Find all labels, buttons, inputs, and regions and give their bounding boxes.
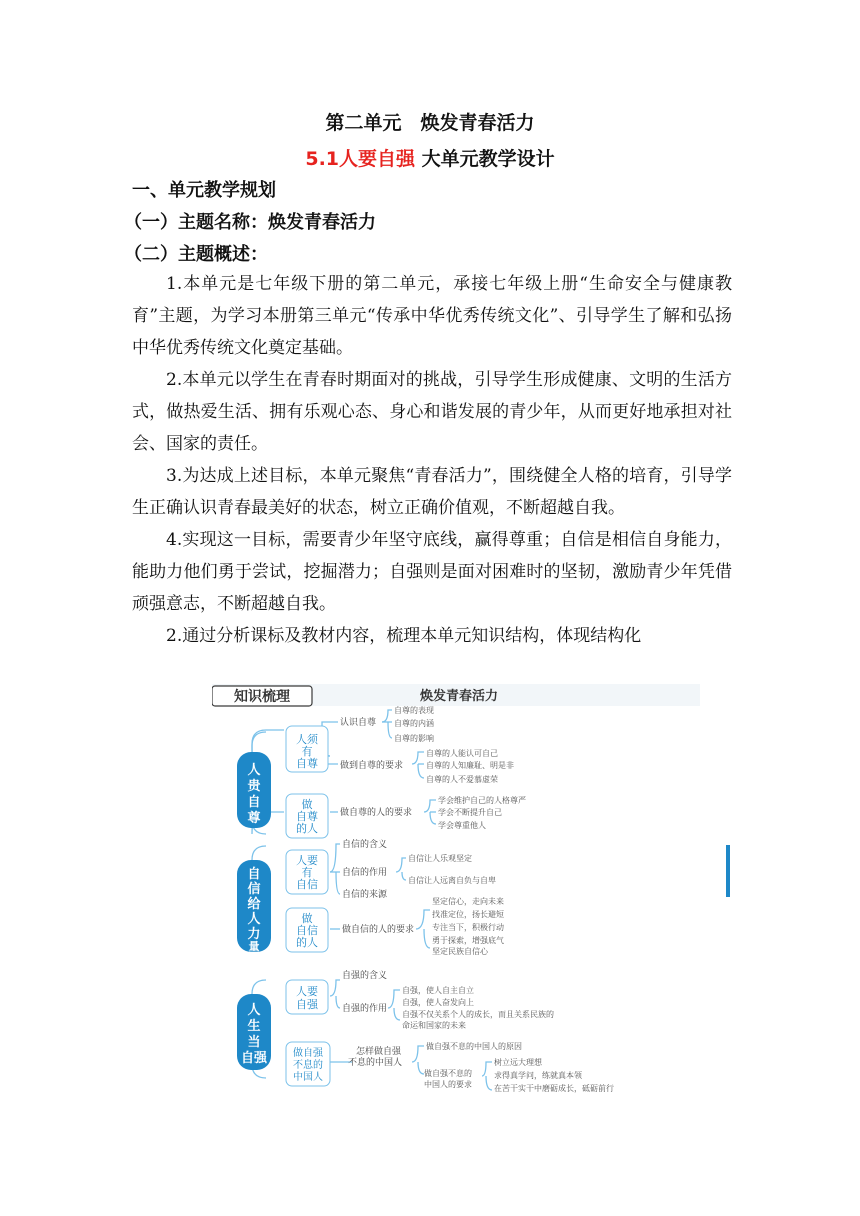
lesson-title-number: 5.1人要自强 xyxy=(305,148,416,170)
group1-b1-l2: 有 xyxy=(301,745,313,758)
group3-b2-l3: 中国人 xyxy=(293,1072,323,1083)
heading-theme-name: （一）主题名称：焕发青春活力 xyxy=(124,212,376,233)
heading-unit-plan: 一、单元教学规划 xyxy=(132,180,276,201)
group2-main-c5: 力 xyxy=(247,927,261,942)
group3-main-c4: 自强 xyxy=(240,1051,268,1066)
group3-b2-s2: 做自强不息的 xyxy=(424,1069,472,1078)
group2-b1-s2: 自信的作用 xyxy=(342,868,388,878)
group1-main-c4: 尊 xyxy=(247,811,261,826)
group2-b1-s1: 自信的含义 xyxy=(342,840,388,850)
unit-title: 第二单元 焕发青春活力 xyxy=(325,112,535,134)
g2-b2-s1-item-1: 找准定位，扬长避短 xyxy=(432,910,504,919)
group2-b2-l2: 自信 xyxy=(296,924,318,937)
group3-main-c2: 生 xyxy=(247,1019,261,1034)
overview-paragraphs xyxy=(132,268,732,652)
g1-b1-s1-item-0: 自尊的表现 xyxy=(394,706,434,715)
g3-b1-s2-item-3: 命运和国家的未来 xyxy=(402,1021,466,1030)
group2-b1-l2: 有 xyxy=(301,866,313,879)
g1-b2-s1-item-0: 学会维护自己的人格尊严 xyxy=(438,796,526,805)
paragraph-1: 1.本单元是七年级下册的第二单元，承接七年级上册“生命安全与健康教育”主题，为学习本册第三单元“传承中华优秀传统文化”、引导学生了解和弘扬中华优秀传统文化奠定基础。 xyxy=(132,274,732,358)
group3-b2-s1: 怎样做自强 xyxy=(356,1047,402,1057)
group1-b2-l1: 做 xyxy=(301,798,313,811)
paragraph-5: 2.通过分析课标及教材内容，梳理本单元知识结构，体现结构化 xyxy=(166,626,642,646)
group2-b1-s3: 自信的来源 xyxy=(342,890,388,900)
group1-b1-l3: 自尊 xyxy=(296,757,318,770)
g1-b1-s1-item-2: 自尊的影响 xyxy=(394,734,434,743)
group1-main-c2: 贵 xyxy=(247,779,261,794)
group1-main-c3: 自 xyxy=(247,795,261,810)
g1-b1-s2-item-1: 自尊的人知廉耻、明是非 xyxy=(426,761,514,770)
g1-b2-s1-item-2: 学会尊重他人 xyxy=(438,821,486,830)
group3-b2-l1: 做自强 xyxy=(293,1048,323,1059)
group1-b2-l2: 自尊 xyxy=(296,810,318,823)
group2-main-c3: 给 xyxy=(247,897,261,912)
mindmap-side-accent xyxy=(726,845,730,897)
group3-b2-s2b: 中国人的要求 xyxy=(424,1080,472,1089)
mindmap-tag: 知识梳理 xyxy=(234,689,290,705)
g3-b2-s1-item-0: 做自强不息的中国人的原因 xyxy=(426,1042,522,1051)
knowledge-mindmap xyxy=(212,684,730,1094)
g3-b1-s2-item-0: 自强，使人自主自立 xyxy=(402,986,474,995)
group2-b2-l1: 做 xyxy=(301,912,313,925)
group1-b1-s1: 认识自尊 xyxy=(340,718,377,728)
group2-main-c4: 人 xyxy=(247,912,261,927)
g3-b1-s2-item-2: 自强不仅关系个人的成长，而且关系民族的 xyxy=(402,1010,554,1019)
group1-b1-s2: 做到自尊的要求 xyxy=(340,761,404,771)
group1-main-c1: 人 xyxy=(247,763,261,778)
g2-b1-s2-item-1: 自信让人远离自负与自卑 xyxy=(408,876,496,885)
g2-b2-s1-item-3: 勇于探索，增强底气 xyxy=(432,936,504,945)
group2-main-c2: 信 xyxy=(247,882,261,897)
paragraph-3: 3.为达成上述目标，本单元聚焦“青春活力”，围绕健全人格的培育，引导学生正确认识青春最美好的状态，树立正确价值观，不断超越自我。 xyxy=(132,466,732,518)
mindmap-title: 焕发青春活力 xyxy=(419,689,499,704)
group3-b2-s1b: 不息的中国人 xyxy=(348,1058,403,1068)
paragraph-4: 4.实现这一目标，需要青少年坚守底线，赢得尊重；自信是相信自身能力，能助力他们勇于尝试，挖掘潜力；自强则是面对困难时的坚韧，激励青少年凭借顽强意志，不断超越自我。 xyxy=(132,530,732,614)
g1-b1-s2-item-0: 自尊的人能认可自己 xyxy=(426,749,498,758)
group3-b1-s1: 自强的含义 xyxy=(342,971,388,981)
group2-b2-l3: 的人 xyxy=(296,936,318,949)
lesson-title-text: 大单元教学设计 xyxy=(415,148,555,170)
g3-b2-s2-item-0: 树立远大理想 xyxy=(494,1058,542,1067)
group2-main-c6: 量 xyxy=(248,940,260,953)
group3-b2-l2: 不息的 xyxy=(293,1060,323,1071)
g1-b2-s1-item-1: 学会不断提升自己 xyxy=(438,808,502,817)
group2-main-c1: 自 xyxy=(247,867,261,882)
group3-b1-l1: 人要 xyxy=(296,985,318,998)
g3-b2-s2-item-2: 在苦干实干中磨砺成长，砥砺前行 xyxy=(494,1084,614,1093)
g2-b1-s2-item-0: 自信让人乐观坚定 xyxy=(408,854,472,863)
g3-b2-s2-item-1: 求得真学问，练就真本领 xyxy=(494,1071,582,1080)
lesson-title xyxy=(0,144,860,171)
g2-b2-s1-item-0: 坚定信心，走向未来 xyxy=(432,897,504,906)
group1-b2-s1: 做自尊的人的要求 xyxy=(340,808,413,818)
group1-b2-l3: 的人 xyxy=(296,822,318,835)
group3-b1-s2: 自强的作用 xyxy=(342,1004,388,1014)
group2-b1-l3: 自信 xyxy=(296,878,318,891)
paragraph-2: 2.本单元以学生在青春时期面对的挑战，引导学生形成健康、文明的生活方式，做热爱生活、拥有乐观心态、身心和谐发展的青少年，从而更好地承担对社会、国家的责任。 xyxy=(132,370,732,454)
g3-b1-s2-item-1: 自强，使人奋发向上 xyxy=(402,998,474,1007)
group3-main-c3: 当 xyxy=(247,1035,261,1050)
heading-theme-overview: （二）主题概述： xyxy=(124,244,268,265)
group3-main-c1: 人 xyxy=(247,1003,261,1018)
group1-b1-l1: 人须 xyxy=(296,733,318,746)
group2-b1-l1: 人要 xyxy=(296,854,318,867)
g2-b2-s1-item-4: 坚定民族自信心 xyxy=(432,947,488,956)
group3-b1-l2: 自强 xyxy=(296,998,318,1011)
g1-b1-s1-item-1: 自尊的内涵 xyxy=(394,719,434,728)
g2-b2-s1-item-2: 专注当下，积极行动 xyxy=(432,923,504,932)
group2-b2-s1: 做自信的人的要求 xyxy=(342,925,415,935)
g1-b1-s2-item-2: 自尊的人不爱慕虚荣 xyxy=(426,775,498,784)
